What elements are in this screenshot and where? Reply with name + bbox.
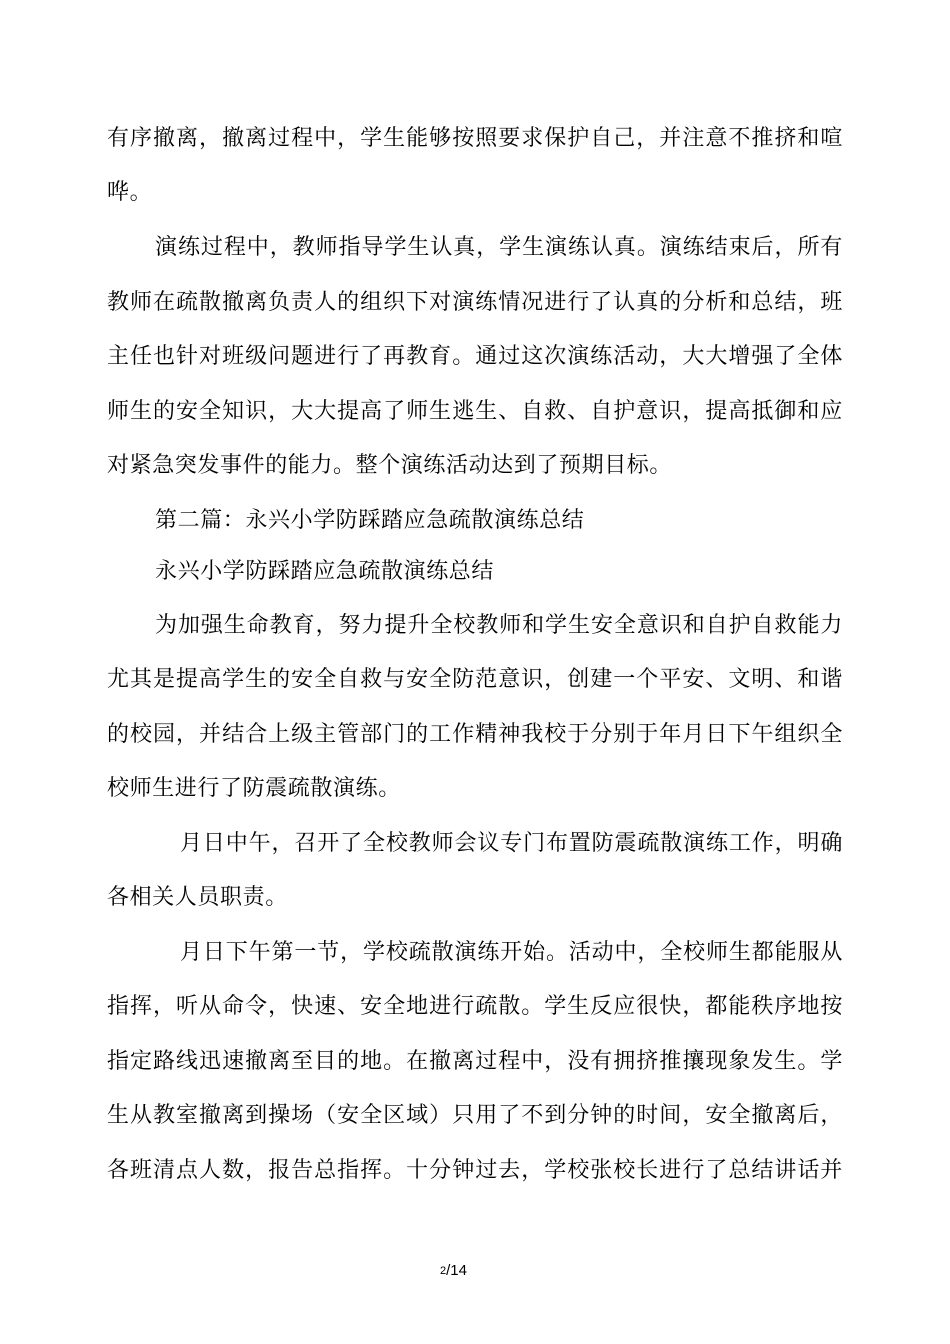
paragraph-line-16: 月日下午第一节，学校疏散演练开始。活动中，全校师生都能服从 [180, 940, 843, 965]
section-subtitle: 永兴小学防踩踏应急疏散演练总结 [155, 559, 495, 584]
paragraph-line-15: 各相关人员职责。 [107, 885, 288, 910]
paragraph-line-11: 尤其是提高学生的安全自救与安全防范意识，创建一个平安、文明、和谐 [107, 667, 843, 692]
paragraph-line-17: 指挥，听从命令，快速、安全地进行疏散。学生反应很快，都能秩序地按 [107, 994, 843, 1019]
paragraph-line-7: 对紧急突发事件的能力。整个演练活动达到了预期目标。 [107, 453, 673, 478]
paragraph-line-14: 月日中午，召开了全校教师会议专门布置防震疏散演练工作，明确 [180, 831, 843, 856]
paragraph-line-4: 教师在疏散撤离负责人的组织下对演练情况进行了认真的分析和总结，班 [107, 290, 843, 315]
paragraph-line-12: 的校园，并结合上级主管部门的工作精神我校于分别于年月日下午组织全 [107, 722, 843, 747]
page-number [440, 1262, 467, 1279]
page-number-current: 2 [440, 1265, 447, 1277]
paragraph-line-20: 各班清点人数，报告总指挥。十分钟过去，学校张校长进行了总结讲话并 [107, 1158, 843, 1183]
paragraph-line-5: 主任也针对班级问题进行了再教育。通过这次演练活动，大大增强了全体 [107, 344, 843, 369]
paragraph-line-19: 生从教室撤离到操场（安全区域）只用了不到分钟的时间，安全撤离后， [107, 1103, 843, 1128]
section-heading: 第二篇：永兴小学防踩踏应急疏散演练总结 [155, 508, 585, 533]
paragraph-line-6: 师生的安全知识，大大提高了师生逃生、自救、自护意识，提高抵御和应 [107, 399, 843, 424]
paragraph-line-3: 演练过程中，教师指导学生认真，学生演练认真。演练结束后，所有 [155, 235, 843, 260]
paragraph-line-10: 为加强生命教育，努力提升全校教师和学生安全意识和自护自救能力 [155, 613, 843, 638]
paragraph-line-18: 指定路线迅速撤离至目的地。在撤离过程中，没有拥挤推攘现象发生。学 [107, 1049, 843, 1074]
paragraph-line-2: 哗。 [107, 180, 153, 205]
page-number-total: /14 [446, 1262, 467, 1279]
paragraph-line-1: 有序撤离，撤离过程中，学生能够按照要求保护自己，并注意不推挤和喧 [107, 126, 843, 151]
paragraph-line-13: 校师生进行了防震疏散演练。 [107, 776, 401, 801]
